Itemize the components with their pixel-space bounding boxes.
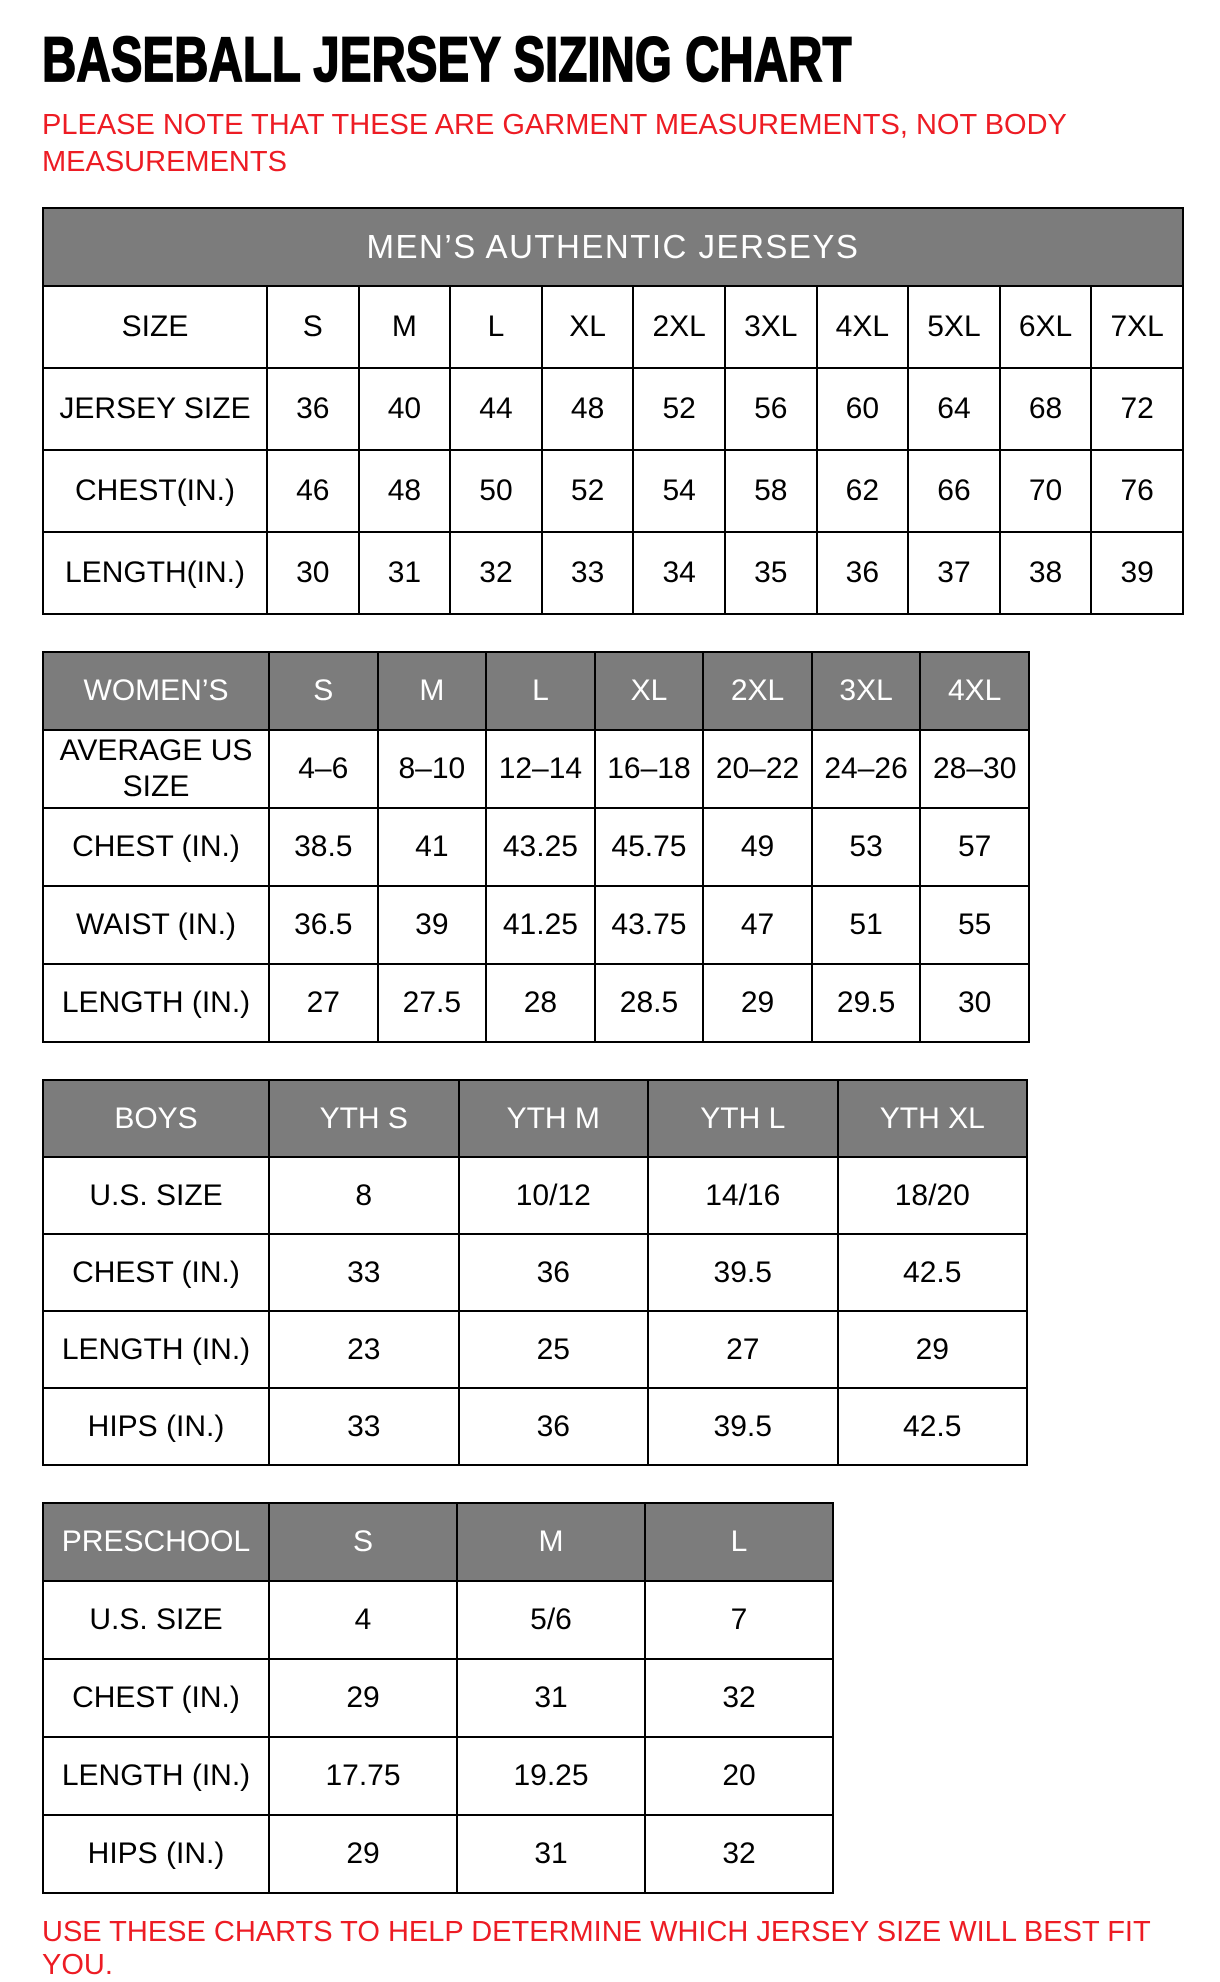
column-header: L bbox=[486, 652, 595, 730]
column-header: 6XL bbox=[1000, 286, 1092, 368]
row-label: AVERAGE US SIZE bbox=[43, 730, 269, 808]
column-header: XL bbox=[542, 286, 634, 368]
data-cell: 29 bbox=[269, 1815, 457, 1893]
data-cell: 8 bbox=[269, 1157, 459, 1234]
table-header-row bbox=[43, 652, 1029, 730]
mens-table-banner: MEN’S AUTHENTIC JERSEYS bbox=[43, 208, 1183, 286]
data-cell: 43.75 bbox=[595, 886, 704, 964]
data-cell: 5/6 bbox=[457, 1581, 645, 1659]
data-cell: 53 bbox=[812, 808, 921, 886]
row-label: CHEST (IN.) bbox=[43, 808, 269, 886]
column-header: YTH L bbox=[648, 1080, 838, 1157]
column-header: M bbox=[457, 1503, 645, 1581]
data-cell: 55 bbox=[920, 886, 1029, 964]
data-cell: 32 bbox=[645, 1659, 833, 1737]
table-row bbox=[43, 1815, 833, 1893]
table-title-cell: PRESCHOOL bbox=[43, 1503, 269, 1581]
data-cell: 76 bbox=[1091, 450, 1183, 532]
column-header: 4XL bbox=[817, 286, 909, 368]
column-header: 3XL bbox=[725, 286, 817, 368]
table-title-cell: WOMEN’S bbox=[43, 652, 269, 730]
data-cell: 52 bbox=[542, 450, 634, 532]
data-cell: 33 bbox=[269, 1234, 459, 1311]
table-row bbox=[43, 886, 1029, 964]
data-cell: 62 bbox=[817, 450, 909, 532]
row-label: WAIST (IN.) bbox=[43, 886, 269, 964]
data-cell: 44 bbox=[450, 368, 542, 450]
data-cell: 36 bbox=[459, 1234, 649, 1311]
data-cell: 33 bbox=[269, 1388, 459, 1465]
column-header: 7XL bbox=[1091, 286, 1183, 368]
table-row bbox=[43, 1311, 1027, 1388]
data-cell: 41.25 bbox=[486, 886, 595, 964]
data-cell: 58 bbox=[725, 450, 817, 532]
preschool-sizing-table bbox=[42, 1502, 834, 1894]
data-cell: 38.5 bbox=[269, 808, 378, 886]
data-cell: 8–10 bbox=[378, 730, 487, 808]
row-label: CHEST (IN.) bbox=[43, 1234, 269, 1311]
row-label: CHEST(IN.) bbox=[43, 450, 267, 532]
data-cell: 24–26 bbox=[812, 730, 921, 808]
data-cell: 28–30 bbox=[920, 730, 1029, 808]
row-label: LENGTH (IN.) bbox=[43, 1311, 269, 1388]
table-row bbox=[43, 368, 1183, 450]
column-header: YTH S bbox=[269, 1080, 459, 1157]
data-cell: 60 bbox=[817, 368, 909, 450]
column-header: L bbox=[450, 286, 542, 368]
data-cell: 31 bbox=[359, 532, 451, 614]
data-cell: 19.25 bbox=[457, 1737, 645, 1815]
data-cell: 10/12 bbox=[459, 1157, 649, 1234]
table-row bbox=[43, 730, 1029, 808]
data-cell: 51 bbox=[812, 886, 921, 964]
column-header: 4XL bbox=[920, 652, 1029, 730]
data-cell: 29.5 bbox=[812, 964, 921, 1042]
fit-advice-note: USE THESE CHARTS TO HELP DETERMINE WHICH JERSEY SIZE WILL BEST FIT YOU. bbox=[42, 1916, 1151, 1982]
data-cell: 25 bbox=[459, 1311, 649, 1388]
data-cell: 27.5 bbox=[378, 964, 487, 1042]
data-cell: 12–14 bbox=[486, 730, 595, 808]
table-row bbox=[43, 1737, 833, 1815]
table-row bbox=[43, 1234, 1027, 1311]
data-cell: 66 bbox=[908, 450, 1000, 532]
data-cell: 39.5 bbox=[648, 1234, 838, 1311]
data-cell: 30 bbox=[267, 532, 359, 614]
table-row bbox=[43, 1157, 1027, 1234]
column-header: M bbox=[378, 652, 487, 730]
data-cell: 7 bbox=[645, 1581, 833, 1659]
data-cell: 40 bbox=[359, 368, 451, 450]
column-header: M bbox=[359, 286, 451, 368]
data-cell: 36 bbox=[459, 1388, 649, 1465]
data-cell: 4 bbox=[269, 1581, 457, 1659]
data-cell: 39 bbox=[1091, 532, 1183, 614]
data-cell: 36.5 bbox=[269, 886, 378, 964]
table-row bbox=[43, 808, 1029, 886]
column-header: S bbox=[267, 286, 359, 368]
data-cell: 27 bbox=[269, 964, 378, 1042]
data-cell: 38 bbox=[1000, 532, 1092, 614]
boys-sizing-table bbox=[42, 1079, 1028, 1466]
data-cell: 33 bbox=[542, 532, 634, 614]
data-cell: 42.5 bbox=[838, 1388, 1028, 1465]
column-header: S bbox=[269, 652, 378, 730]
data-cell: 36 bbox=[817, 532, 909, 614]
data-cell: 20–22 bbox=[703, 730, 812, 808]
table-row bbox=[43, 532, 1183, 614]
data-cell: 49 bbox=[703, 808, 812, 886]
data-cell: 48 bbox=[542, 368, 634, 450]
mens-sizing-table bbox=[42, 207, 1184, 615]
data-cell: 42.5 bbox=[838, 1234, 1028, 1311]
womens-sizing-table bbox=[42, 651, 1030, 1043]
data-cell: 37 bbox=[908, 532, 1000, 614]
column-header: L bbox=[645, 1503, 833, 1581]
row-label: U.S. SIZE bbox=[43, 1157, 269, 1234]
table-row bbox=[43, 1388, 1027, 1465]
data-cell: 28.5 bbox=[595, 964, 704, 1042]
row-label: LENGTH(IN.) bbox=[43, 532, 267, 614]
column-header: XL bbox=[595, 652, 704, 730]
row-label: CHEST (IN.) bbox=[43, 1659, 269, 1737]
data-cell: 47 bbox=[703, 886, 812, 964]
data-cell: 39 bbox=[378, 886, 487, 964]
data-cell: 27 bbox=[648, 1311, 838, 1388]
row-label: HIPS (IN.) bbox=[43, 1815, 269, 1893]
data-cell: 29 bbox=[838, 1311, 1028, 1388]
data-cell: 68 bbox=[1000, 368, 1092, 450]
data-cell: 4–6 bbox=[269, 730, 378, 808]
table-header-row bbox=[43, 1080, 1027, 1157]
table-row bbox=[43, 286, 1183, 368]
row-label: SIZE bbox=[43, 286, 267, 368]
row-label: LENGTH (IN.) bbox=[43, 1737, 269, 1815]
data-cell: 52 bbox=[633, 368, 725, 450]
data-cell: 31 bbox=[457, 1659, 645, 1737]
data-cell: 29 bbox=[269, 1659, 457, 1737]
data-cell: 43.25 bbox=[486, 808, 595, 886]
table-row bbox=[43, 1659, 833, 1737]
data-cell: 34 bbox=[633, 532, 725, 614]
data-cell: 28 bbox=[486, 964, 595, 1042]
data-cell: 32 bbox=[450, 532, 542, 614]
data-cell: 36 bbox=[267, 368, 359, 450]
data-cell: 41 bbox=[378, 808, 487, 886]
column-header: 2XL bbox=[703, 652, 812, 730]
table-row bbox=[43, 1581, 833, 1659]
data-cell: 17.75 bbox=[269, 1737, 457, 1815]
column-header: 5XL bbox=[908, 286, 1000, 368]
page-title: BASEBALL JERSEY SIZING CHART bbox=[42, 25, 852, 96]
data-cell: 54 bbox=[633, 450, 725, 532]
table-header-row bbox=[43, 1503, 833, 1581]
data-cell: 23 bbox=[269, 1311, 459, 1388]
data-cell: 14/16 bbox=[648, 1157, 838, 1234]
table-row bbox=[43, 964, 1029, 1042]
column-header: 2XL bbox=[633, 286, 725, 368]
row-label: U.S. SIZE bbox=[43, 1581, 269, 1659]
column-header: S bbox=[269, 1503, 457, 1581]
column-header: YTH M bbox=[459, 1080, 649, 1157]
data-cell: 30 bbox=[920, 964, 1029, 1042]
data-cell: 18/20 bbox=[838, 1157, 1028, 1234]
data-cell: 46 bbox=[267, 450, 359, 532]
column-header: 3XL bbox=[812, 652, 921, 730]
data-cell: 45.75 bbox=[595, 808, 704, 886]
table-title-cell: BOYS bbox=[43, 1080, 269, 1157]
data-cell: 48 bbox=[359, 450, 451, 532]
data-cell: 39.5 bbox=[648, 1388, 838, 1465]
data-cell: 29 bbox=[703, 964, 812, 1042]
data-cell: 32 bbox=[645, 1815, 833, 1893]
data-cell: 57 bbox=[920, 808, 1029, 886]
table-row bbox=[43, 450, 1183, 532]
column-header: YTH XL bbox=[838, 1080, 1028, 1157]
data-cell: 20 bbox=[645, 1737, 833, 1815]
row-label: LENGTH (IN.) bbox=[43, 964, 269, 1042]
data-cell: 50 bbox=[450, 450, 542, 532]
row-label: JERSEY SIZE bbox=[43, 368, 267, 450]
data-cell: 31 bbox=[457, 1815, 645, 1893]
data-cell: 70 bbox=[1000, 450, 1092, 532]
row-label: HIPS (IN.) bbox=[43, 1388, 269, 1465]
garment-measurement-note: PLEASE NOTE THAT THESE ARE GARMENT MEASUREMENTS, NOT BODY MEASUREMENTS bbox=[42, 109, 1067, 179]
data-cell: 16–18 bbox=[595, 730, 704, 808]
data-cell: 35 bbox=[725, 532, 817, 614]
data-cell: 64 bbox=[908, 368, 1000, 450]
data-cell: 56 bbox=[725, 368, 817, 450]
data-cell: 72 bbox=[1091, 368, 1183, 450]
